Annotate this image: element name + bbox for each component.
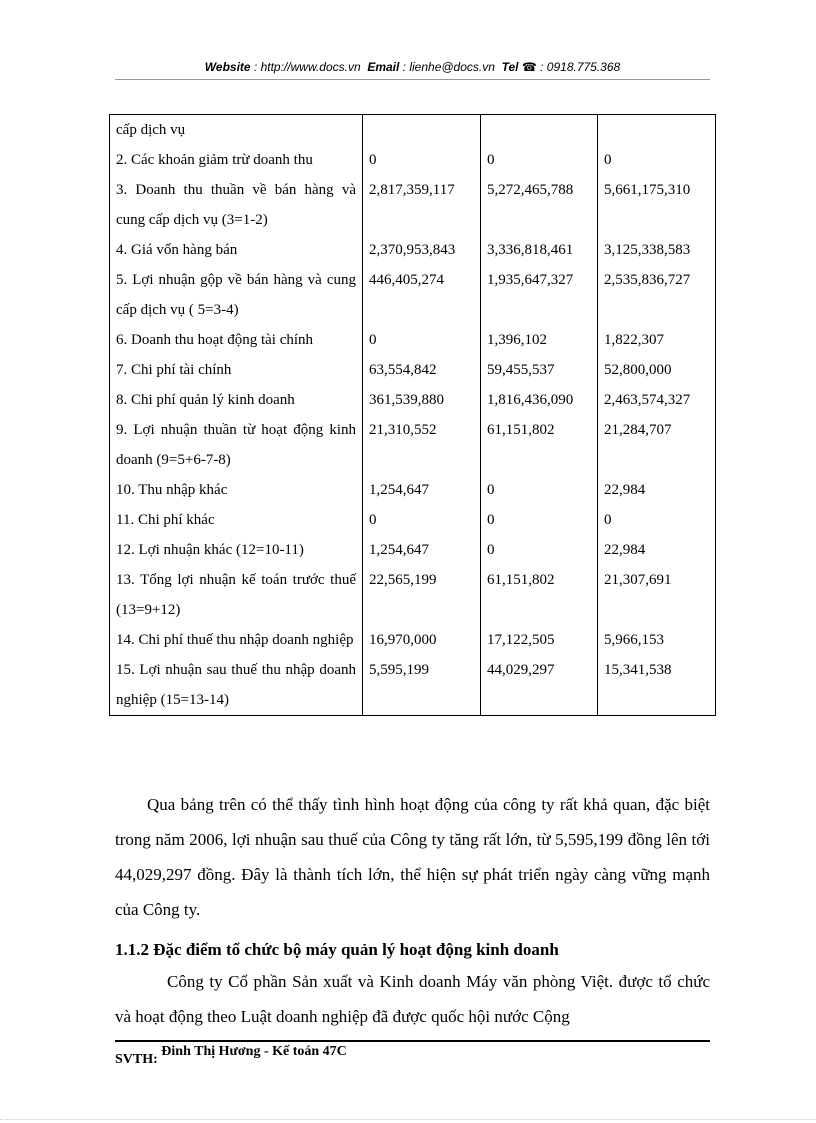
cell-value: 3,125,338,583 [598,235,716,265]
row-label: 4. Giá vốn hàng bán [110,235,363,265]
table-row [110,625,716,655]
cell-value: 15,341,538 [598,655,716,716]
cell-value: 17,122,505 [481,625,598,655]
cell-value: 22,984 [598,535,716,565]
footer-label: SVTH: [115,1052,158,1067]
footer-author: Đinh Thị Hương - Kế toán 47C [161,1044,347,1059]
row-label: 3. Doanh thu thuần về bán hàng và cung cấp dịch vụ (3=1-2) [110,175,363,235]
row-label: 7. Chi phí tài chính [110,355,363,385]
phone-icon: ☎ [521,60,537,74]
cell-value: 21,307,691 [598,565,716,625]
cell-value: 2,817,359,117 [363,175,481,235]
table-row [110,385,716,415]
cell-value: 22,565,199 [363,565,481,625]
cell-value: 361,539,880 [363,385,481,415]
cell-value: 0 [481,475,598,505]
cell-value: 0 [363,145,481,175]
summary-paragraph: Qua bảng trên có thể thấy tình hình hoạt động của công ty rất khả quan, đặc biệt trong năm 2006, lợi nhuận sau thuế của Công ty tăng rất lớn, từ 5,595,199 đồng lên tới 44,029,297 đồng. Đây là thành tích lớn, thể hiện sự phát triển ngày càng vững mạnh của Công ty. [115,795,710,919]
table-row [110,505,716,535]
cell-value [363,115,481,146]
row-label: cấp dịch vụ [110,115,363,146]
table-row [110,565,716,625]
table-body [110,115,716,716]
cell-value: 0 [481,535,598,565]
cell-value: 0 [481,505,598,535]
row-label: 6. Doanh thu hoạt động tài chính [110,325,363,355]
table-row [110,355,716,385]
cell-value: 22,984 [598,475,716,505]
row-label: 15. Lợi nhuận sau thuế thu nhập doanh nghiệp (15=13-14) [110,655,363,716]
cell-value: 0 [363,325,481,355]
page-header [115,60,710,74]
section-heading: 1.1.2 Đặc điểm tổ chức bộ máy quản lý hoạt động kinh doanh [115,940,559,959]
cell-value: 446,405,274 [363,265,481,325]
table-row [110,265,716,325]
cell-value: 2,463,574,327 [598,385,716,415]
row-label: 12. Lợi nhuận khác (12=10-11) [110,535,363,565]
table-row [110,325,716,355]
cell-value: 1,822,307 [598,325,716,355]
email-address: : lienhe@docs.vn [402,60,495,74]
cell-value: 21,284,707 [598,415,716,475]
table-row [110,115,716,146]
cell-value: 1,254,647 [363,535,481,565]
page-edge [0,1119,816,1120]
table-row [110,655,716,716]
cell-value: 0 [363,505,481,535]
cell-value [481,115,598,146]
cell-value: 5,966,153 [598,625,716,655]
cell-value: 5,595,199 [363,655,481,716]
cell-value: 1,935,647,327 [481,265,598,325]
cell-value: 21,310,552 [363,415,481,475]
cell-value: 63,554,842 [363,355,481,385]
cell-value: 44,029,297 [481,655,598,716]
website-url: : http://www.docs.vn [253,60,361,74]
cell-value: 52,800,000 [598,355,716,385]
cell-value: 3,336,818,461 [481,235,598,265]
row-label: 11. Chi phí khác [110,505,363,535]
cell-value: 0 [598,145,716,175]
table-row [110,145,716,175]
cell-value: 61,151,802 [481,565,598,625]
cell-value: 5,272,465,788 [481,175,598,235]
table-row [110,535,716,565]
table-row [110,175,716,235]
cell-value: 1,254,647 [363,475,481,505]
cell-value: 2,535,836,727 [598,265,716,325]
cell-value: 2,370,953,843 [363,235,481,265]
table-row [110,475,716,505]
row-label: 8. Chi phí quản lý kinh doanh [110,385,363,415]
income-statement-table [109,114,716,716]
cell-value: 0 [598,505,716,535]
row-label: 10. Thu nhập khác [110,475,363,505]
company-paragraph: Công ty Cổ phần Sản xuất và Kinh doanh Máy văn phòng Việt. được tổ chức và hoạt động theo Luật doanh nghiệp đã được quốc hội nước Cộng [115,972,710,1026]
email-label: Email [367,60,400,74]
cell-value: 5,661,175,310 [598,175,716,235]
header-rule [115,79,710,80]
page-footer [115,1044,347,1067]
cell-value [598,115,716,146]
table-row [110,415,716,475]
tel-label: Tel [501,60,519,74]
cell-value: 59,455,537 [481,355,598,385]
tel-number: : 0918.775.368 [540,60,621,74]
row-label: 2. Các khoản giảm trừ doanh thu [110,145,363,175]
cell-value: 0 [481,145,598,175]
footer-rule [115,1040,710,1042]
cell-value: 16,970,000 [363,625,481,655]
row-label: 9. Lợi nhuận thuần từ hoạt động kinh doanh (9=5+6-7-8) [110,415,363,475]
table-row [110,235,716,265]
row-label: 14. Chi phí thuế thu nhập doanh nghiệp [110,625,363,655]
cell-value: 1,816,436,090 [481,385,598,415]
website-label: Website [204,60,251,74]
cell-value: 61,151,802 [481,415,598,475]
row-label: 13. Tổng lợi nhuận kế toán trước thuế (13=9+12) [110,565,363,625]
cell-value: 1,396,102 [481,325,598,355]
row-label: 5. Lợi nhuận gộp về bán hàng và cung cấp dịch vụ ( 5=3-4) [110,265,363,325]
